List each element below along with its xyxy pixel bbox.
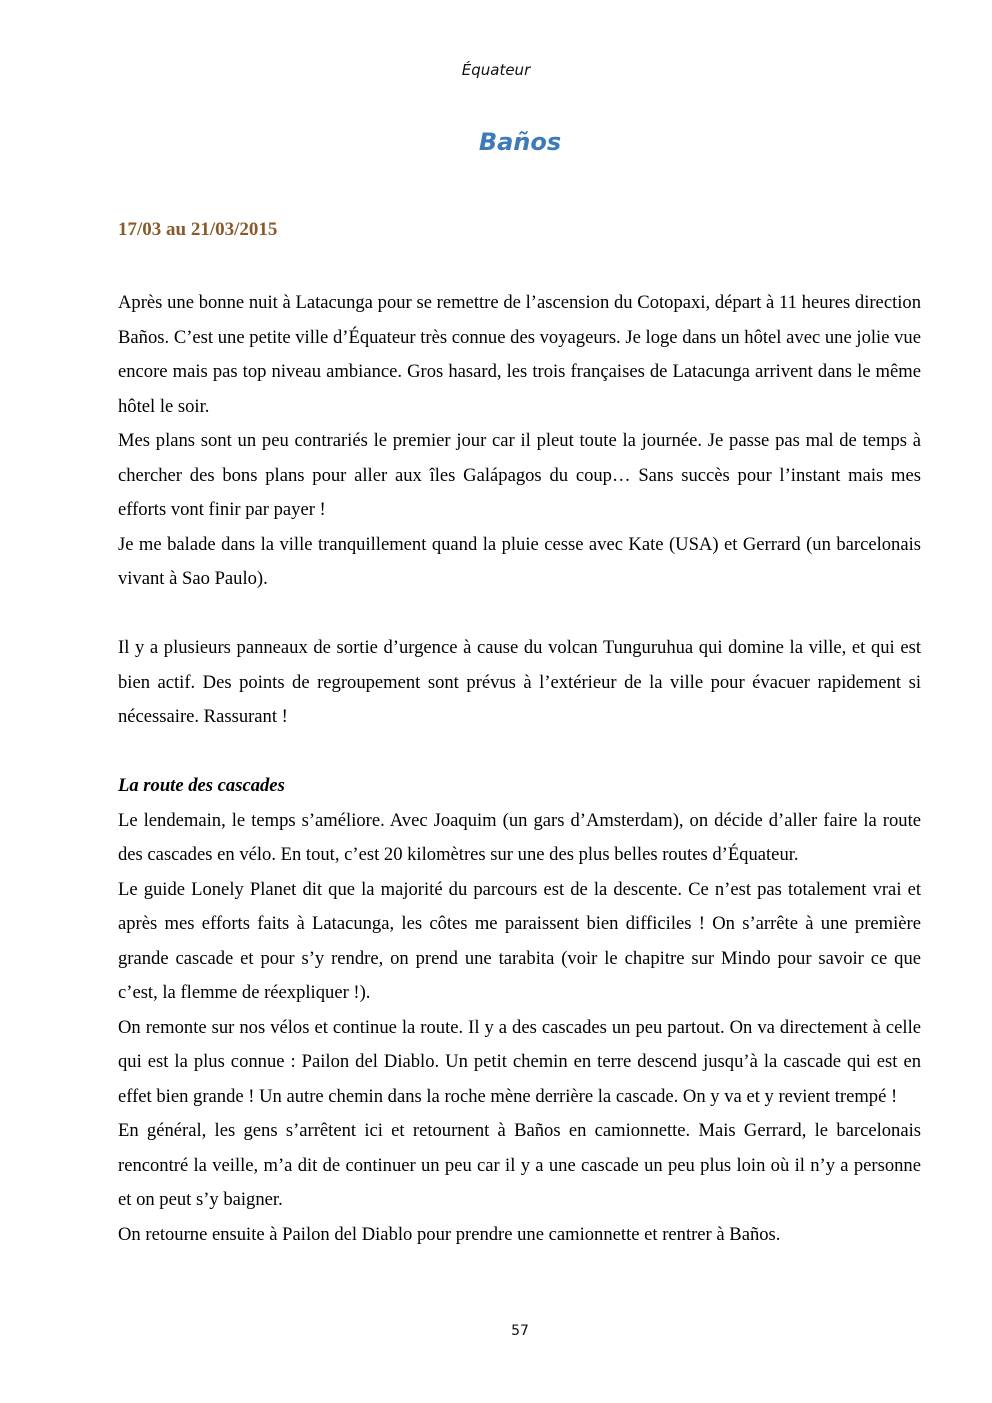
- section-paragraph: On retourne ensuite à Pailon del Diablo pour prendre une camionnette et rentrer à Baños.: [118, 1223, 781, 1245]
- section-paragraph: Le guide Lonely Planet dit que la majorité du parcours est de la descente. Ce n’est pas totalement vrai et après mes efforts faits à Latacunga, les côtes me paraissent bien difficiles ! On s’arrête à une première grande cascade et pour s’y rendre, on prend une tarabita (voir le chapitre sur Mindo pour savoir ce que c’est, la flemme de réexpliquer !).: [118, 878, 921, 1003]
- section-paragraph: On remonte sur nos vélos et continue la route. Il y a des cascades un peu partout. On va directement à celle qui est la plus connue : Pailon del Diablo. Un petit chemin en terre descend jusqu’à la cascade qui est en effet bien grande ! Un autre chemin dans la roche mène derrière la cascade. On y va et y revient trempé !: [118, 1016, 921, 1107]
- page-number: 57: [511, 1323, 529, 1339]
- chapter-title: Baños: [478, 128, 562, 156]
- volcano-block: [118, 631, 921, 735]
- cascades-section: [118, 769, 921, 1252]
- running-header: Équateur: [461, 61, 531, 79]
- section-heading: La route des cascades: [118, 775, 285, 796]
- intro-paragraph: Après une bonne nuit à Latacunga pour se remettre de l’ascension du Cotopaxi, départ à 11 heures direction Baños. C’est une petite ville d’Équateur très connue des voyageurs. Je loge dans un hôtel avec une jolie vue encore mais pas top niveau ambiance. Gros hasard, les trois françaises de Latacunga arrivent dans le même hôtel le soir.: [118, 292, 921, 417]
- intro-block: [118, 286, 921, 597]
- intro-paragraph: Je me balade dans la ville tranquillement quand la pluie cesse avec Kate (USA) et Gerrard (un barcelonais vivant à Sao Paulo).: [118, 533, 921, 589]
- date-heading: 17/03 au 21/03/2015: [118, 219, 278, 240]
- section-paragraph: En général, les gens s’arrêtent ici et retournent à Baños en camionnette. Mais Gerrard, le barcelonais rencontré la veille, m’a dit de continuer un peu car il y a une cascade un peu plus loin où il n’y a personne et on peut s’y baigner.: [118, 1120, 921, 1210]
- volcano-paragraph: Il y a plusieurs panneaux de sortie d’urgence à cause du volcan Tunguruhua qui domine la ville, et qui est bien actif. Des points de regroupement sont prévus à l’extérieur de la ville pour évacuer rapidement si nécessaire. Rassurant !: [118, 637, 921, 727]
- section-paragraph: Le lendemain, le temps s’améliore. Avec Joaquim (un gars d’Amsterdam), on décide d’aller faire la route des cascades en vélo. En tout, c’est 20 kilomètres sur une des plus belles routes d’Équateur.: [118, 809, 921, 865]
- intro-paragraph: Mes plans sont un peu contrariés le premier jour car il pleut toute la journée. Je passe pas mal de temps à chercher des bons plans pour aller aux îles Galápagos du coup… Sans succès pour l’instant mais mes efforts vont finir par payer !: [118, 430, 921, 520]
